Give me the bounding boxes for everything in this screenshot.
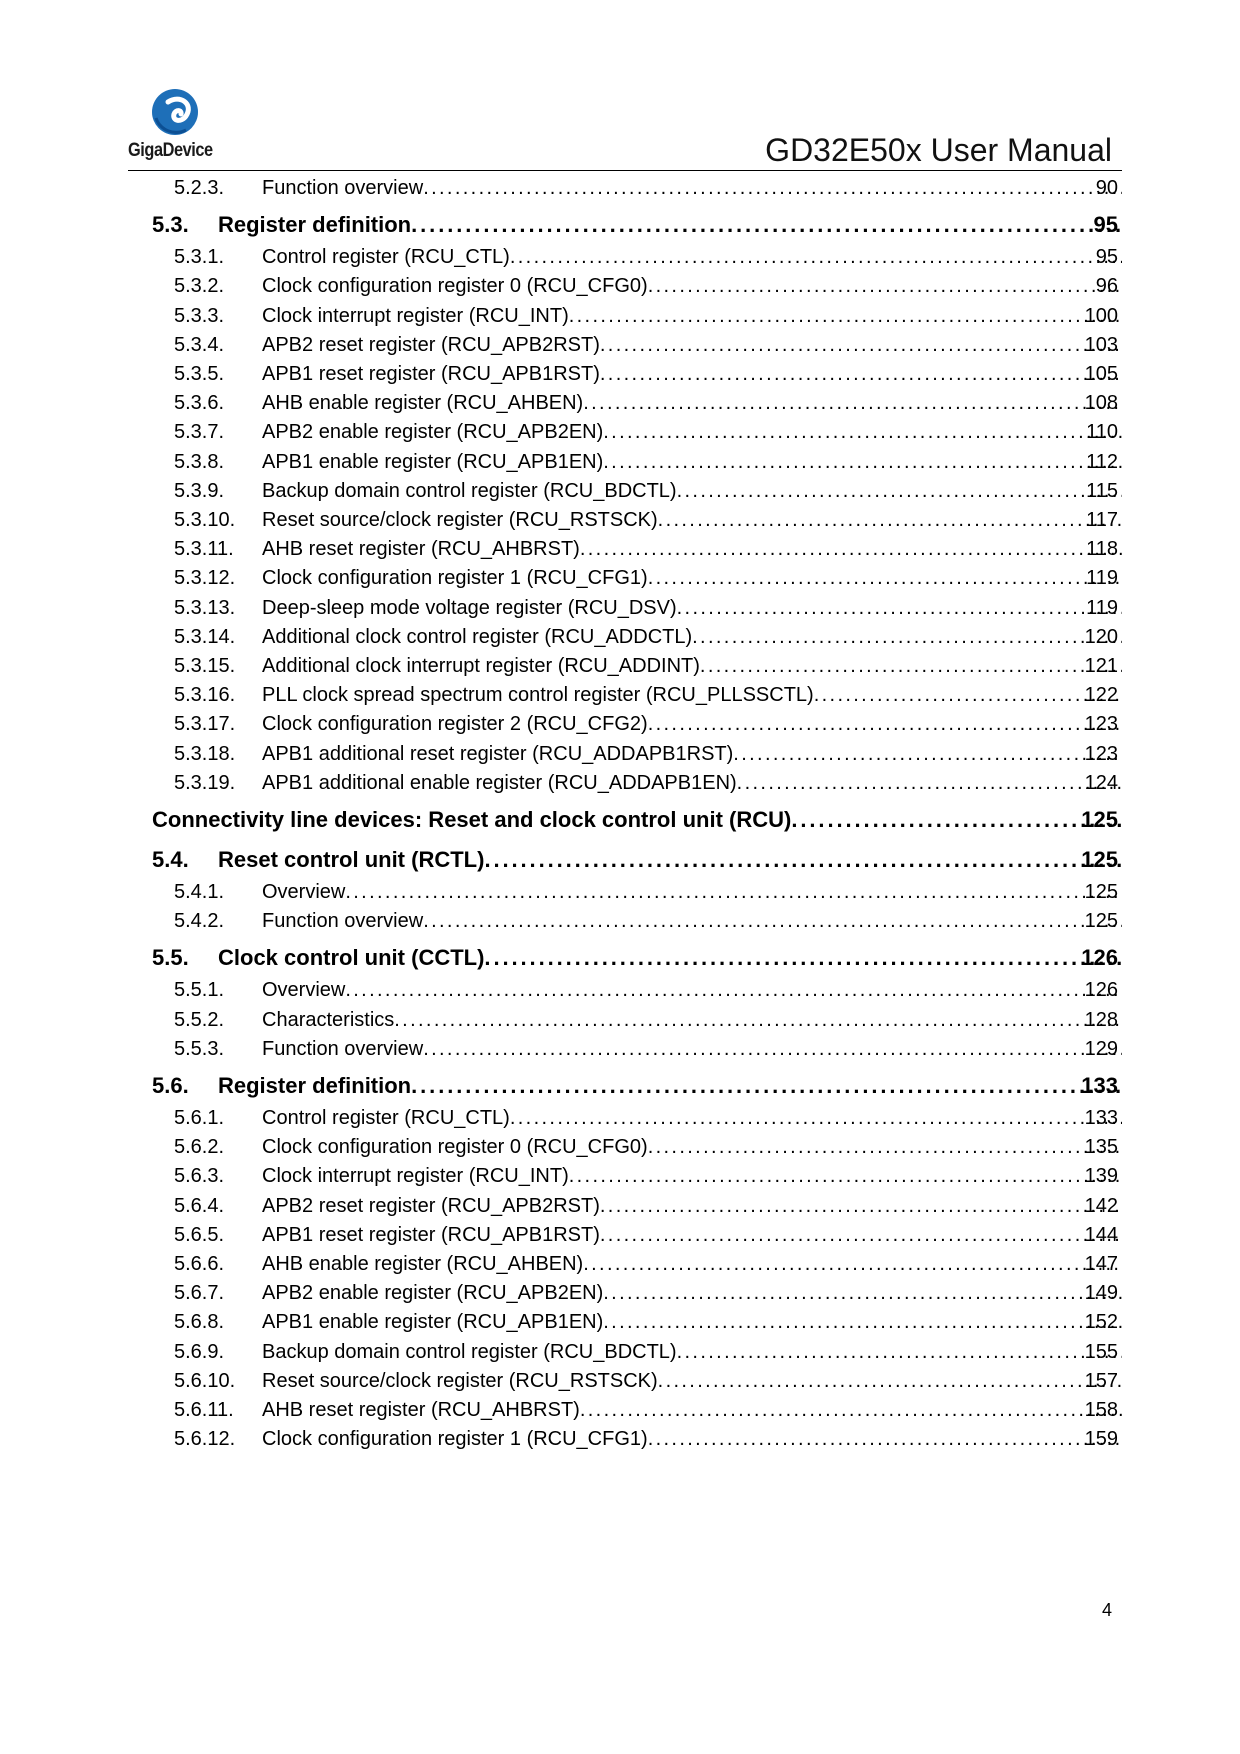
toc-entry-page: 125 [1084,881,1118,903]
toc-dot-leader [603,1306,1122,1338]
toc-entry-page: 142 [1084,1194,1118,1217]
toc-entry-number: 5.2.3. [174,177,225,199]
toc-dot-leader [677,1336,1122,1368]
toc-entry[interactable] [0,1306,1240,1338]
toc-entry[interactable] [0,679,1240,711]
toc-dot-leader [345,974,1122,1006]
toc-entry-title-wrap [262,446,1122,478]
toc-entry-title: Backup domain control register (RCU_BDCTL) [262,1340,677,1363]
toc-entry-title-wrap [152,804,1122,836]
toc-entry-title: Register definition [218,212,412,238]
toc-entry-page: 119 [1086,567,1118,590]
toc-dot-leader [648,1131,1122,1163]
gigadevice-logo [128,84,238,164]
toc-entry-page: 159 [1084,1428,1118,1451]
toc-entry-title-wrap [262,1033,1122,1065]
toc-dot-leader [411,1070,1122,1102]
toc-entry-page: 126 [1081,945,1118,971]
toc-entry[interactable] [0,446,1240,478]
toc-entry-title: Register definition [218,1073,412,1098]
toc-entry-page: 129 [1084,1037,1118,1060]
toc-entry-title-wrap [262,270,1122,302]
toc-entry-page: 123 [1084,742,1118,765]
toc-entry-title-wrap [218,1070,1122,1102]
gigadevice-logo-icon [150,88,202,138]
toc-dot-leader [345,876,1122,908]
toc-entry[interactable] [0,767,1240,799]
toc-entry-title-wrap [262,738,1122,770]
toc-entry-number: 5.3.8. [174,450,225,473]
toc-entry-page: 158 [1084,1399,1118,1421]
toc-entry-number: 5.4.2. [174,910,225,933]
toc-entry-page: 128 [1084,1008,1118,1031]
toc-dot-leader [411,209,1122,241]
toc-entry-title: APB2 enable register (RCU_APB2EN) [262,1282,604,1305]
toc-dot-leader [677,475,1122,507]
toc-entry-page: 125 [1084,910,1118,933]
toc-entry-number: 5.6.7. [174,1282,225,1305]
toc-entry[interactable] [0,1160,1240,1192]
toc-entry-number: 5.3.2. [174,275,225,298]
toc-entry[interactable] [0,1131,1240,1163]
toc-entry-title: Additional clock control register (RCU_ADDCTL) [262,625,693,648]
toc-entry[interactable] [0,270,1240,302]
toc-entry-page: 120 [1084,625,1118,648]
toc-entry-number: 5.4.1. [174,881,225,903]
toc-entry-number: 5.6.1. [174,1107,225,1129]
toc-entry[interactable] [0,592,1240,624]
toc-entry-number: 5.5.1. [174,979,225,1002]
toc-entry[interactable] [0,300,1240,332]
toc-entry-number: 5.3.16. [174,684,236,707]
toc-entry-title: Backup domain control register (RCU_BDCTL) [262,479,677,502]
toc-entry-title: APB2 enable register (RCU_APB2EN) [262,421,604,444]
toc-entry-title-wrap [262,1306,1122,1338]
toc-entry-page: 126 [1084,979,1118,1002]
toc-entry-title-wrap [218,209,1122,241]
toc-entry-number: 5.3.10. [174,509,236,531]
toc-entry-number: 5.6.9. [174,1340,225,1363]
toc-dot-leader [648,270,1122,302]
toc-entry[interactable] [0,650,1240,682]
toc-entry-number: 5.3.5. [174,363,225,385]
toc-entry-page: 125 [1081,847,1118,872]
toc-entry[interactable] [0,387,1240,419]
toc-entry-title: Clock control unit (CCTL) [218,945,485,971]
toc-entry-title-wrap [262,241,1122,273]
toc-entry-page: 157 [1084,1369,1118,1392]
toc-dot-leader [580,1394,1122,1426]
toc-dot-leader [600,1219,1122,1251]
toc-entry-title: AHB reset register (RCU_AHBRST) [262,538,580,561]
toc-entry-title: AHB enable register (RCU_AHBEN) [262,1253,584,1275]
toc-section-entry[interactable] [0,209,1240,241]
toc-entry[interactable] [0,1033,1240,1065]
toc-section-entry[interactable] [0,1070,1240,1102]
toc-entry-title: Function overview [262,1037,424,1060]
toc-entry-title: APB2 reset register (RCU_APB2RST) [262,1194,600,1217]
toc-entry-number: 5.3.17. [174,713,236,736]
toc-entry[interactable] [0,708,1240,740]
toc-entry-title: Overview [262,979,346,1002]
toc-entry-number: 5.6. [152,1073,189,1098]
toc-entry[interactable] [0,876,1240,908]
toc-entry-page: 155 [1084,1340,1118,1363]
toc-entry-number: 5.3.7. [174,421,225,444]
toc-dot-leader [510,1102,1122,1134]
toc-entry-page: 139 [1084,1165,1118,1188]
toc-entry-title: Reset control unit (RCTL) [218,847,485,872]
toc-entry-page: 118 [1086,538,1118,561]
toc-entry-page: 90 [1095,177,1118,199]
toc-dot-leader [569,1160,1122,1192]
toc-dot-leader [510,241,1122,273]
toc-entry-title: Function overview [262,177,424,199]
toc-entry-number: 5.6.11. [174,1399,234,1421]
toc-entry-page: 112 [1086,450,1118,473]
toc-entry-page: 119 [1086,596,1118,619]
toc-entry[interactable] [0,1102,1240,1134]
toc-entry-title-wrap [262,329,1122,361]
toc-entry-title-wrap [262,1277,1122,1309]
toc-entry[interactable] [0,504,1240,536]
toc-dot-leader [658,1365,1122,1397]
toc-entry[interactable] [0,1004,1240,1036]
toc-entry-title-wrap [218,844,1122,876]
toc-entry-title-wrap [262,767,1122,799]
toc-entry[interactable] [0,1248,1240,1280]
toc-dot-leader [603,416,1122,448]
toc-entry-number: 5.3.3. [174,304,225,327]
toc-dot-leader [658,504,1122,536]
toc-dot-leader [569,300,1122,332]
toc-dot-leader [603,446,1122,478]
toc-entry-number: 5.3.18. [174,742,236,765]
toc-entry[interactable] [0,1365,1240,1397]
toc-entry-title-wrap [262,1365,1122,1397]
toc-entry-page: 105 [1084,363,1118,385]
toc-entry[interactable] [0,533,1240,565]
toc-dot-leader [600,1190,1122,1222]
toc-entry-number: 5.3.9. [174,479,225,502]
toc-entry-title: AHB reset register (RCU_AHBRST) [262,1399,580,1421]
toc-entry-number: 5.6.3. [174,1165,225,1188]
toc-entry-title: APB1 reset register (RCU_APB1RST) [262,363,600,385]
header-divider [128,170,1122,171]
toc-dot-leader [648,562,1122,594]
toc-entry-title-wrap [262,1102,1122,1134]
toc-entry-number: 5.6.2. [174,1136,225,1159]
toc-entry-title: Additional clock interrupt register (RCU_ADDINT) [262,655,700,677]
toc-dot-leader [394,1004,1122,1036]
toc-entry-title: Clock configuration register 0 (RCU_CFG0) [262,1136,648,1159]
toc-entry-title-wrap [262,504,1122,536]
toc-entry-page: 152 [1084,1311,1118,1334]
toc-entry-number: 5.3. [152,212,189,238]
document-title: GD32E50x User Manual [765,132,1112,168]
toc-entry-page: 100 [1084,304,1118,327]
page-number: 4 [1101,1600,1112,1620]
toc-entry-title-wrap [262,387,1122,419]
toc-dot-leader [580,533,1122,565]
toc-entry-page: 124 [1084,771,1118,794]
toc-entry-title: APB1 enable register (RCU_APB1EN) [262,1311,604,1334]
toc-entry-page: 117 [1086,509,1118,531]
toc-entry-title-wrap [262,679,1122,711]
toc-entry-page: 96 [1095,275,1118,298]
toc-entry-title-wrap [262,1423,1122,1455]
toc-entry-title-wrap [262,1248,1122,1280]
toc-entry-page: 110 [1086,421,1118,444]
toc-entry-title-wrap [262,1394,1122,1426]
toc-entry-title: Clock interrupt register (RCU_INT) [262,304,569,327]
toc-entry[interactable] [0,172,1240,204]
toc-entry[interactable] [0,621,1240,653]
toc-entry-title: APB1 reset register (RCU_APB1RST) [262,1223,600,1246]
toc-entry-page: 133 [1081,1073,1118,1098]
toc-dot-leader [484,844,1122,876]
toc-entry-title: Function overview [262,910,424,933]
toc-entry[interactable] [0,416,1240,448]
toc-dot-leader [423,905,1122,937]
toc-dot-leader [600,358,1122,390]
toc-entry-page: 95 [1093,212,1118,238]
toc-entry-page: 125 [1081,807,1118,832]
toc-dot-leader [603,1277,1122,1309]
toc-entry-number: 5.3.12. [174,567,236,590]
toc-entry-title-wrap [262,1004,1122,1036]
toc-entry[interactable] [0,1394,1240,1426]
toc-entry[interactable] [0,1336,1240,1368]
toc-entry-number: 5.6.10. [174,1369,236,1392]
toc-entry-number: 5.3.6. [174,392,225,415]
toc-entry-title: Control register (RCU_CTL) [262,246,510,269]
toc-entry-page: 147 [1084,1253,1118,1275]
toc-entry-number: 5.3.15. [174,655,236,677]
toc-entry[interactable] [0,475,1240,507]
toc-entry-page: 149 [1084,1282,1118,1305]
toc-entry-title: Connectivity line devices: Reset and clock control unit (RCU) [152,807,792,832]
toc-entry-title-wrap [262,905,1122,937]
toc-entry-number: 5.5.3. [174,1037,225,1060]
toc-entry-page: 121 [1084,655,1118,677]
toc-entry-title-wrap [262,533,1122,565]
toc-entry-page: 123 [1084,713,1118,736]
toc-dot-leader [600,329,1122,361]
toc-entry-title: Clock configuration register 1 (RCU_CFG1) [262,567,648,590]
toc-entry-number: 5.6.5. [174,1223,225,1246]
toc-entry[interactable] [0,329,1240,361]
toc-entry-title-wrap [262,1336,1122,1368]
toc-dot-leader [423,172,1122,204]
toc-entry-title-wrap [262,475,1122,507]
toc-entry-page: 135 [1084,1136,1118,1159]
toc-entry[interactable] [0,562,1240,594]
toc-entry-title-wrap [262,562,1122,594]
toc-entry[interactable] [0,974,1240,1006]
toc-entry-title-wrap [262,592,1122,624]
toc-entry-title: Clock configuration register 1 (RCU_CFG1) [262,1428,648,1451]
toc-entry-number: 5.3.13. [174,596,236,619]
toc-entry-title: Control register (RCU_CTL) [262,1107,510,1129]
toc-entry-page: 115 [1086,479,1118,502]
toc-entry-number: 5.3.19. [174,771,236,794]
toc-entry-number: 5.4. [152,847,189,872]
toc-entry[interactable] [0,1423,1240,1455]
toc-entry-title: Reset source/clock register (RCU_RSTSCK) [262,509,658,531]
page-header [128,84,1122,172]
toc-entry-page: 144 [1084,1223,1118,1246]
toc-dot-leader [648,708,1122,740]
toc-section-entry[interactable] [0,942,1240,974]
toc-entry-title: Clock configuration register 2 (RCU_CFG2) [262,713,648,736]
toc-entry-title: Clock interrupt register (RCU_INT) [262,1165,569,1188]
toc-entry-number: 5.3.11. [174,538,234,561]
toc-entry-title-wrap [262,876,1122,908]
toc-entry-number: 5.5. [152,945,189,971]
toc-dot-leader [583,387,1122,419]
toc-entry[interactable] [0,1219,1240,1251]
toc-dot-leader [583,1248,1122,1280]
toc-entry-title: Overview [262,881,346,903]
toc-entry-title: APB1 enable register (RCU_APB1EN) [262,450,604,473]
toc-entry-number: 5.6.6. [174,1253,225,1275]
toc-entry-title: AHB enable register (RCU_AHBEN) [262,392,584,415]
toc-entry-title: PLL clock spread spectrum control register (RCU_PLLSSCTL) [262,684,814,707]
toc-entry-title: APB1 additional enable register (RCU_ADDAPB1EN) [262,771,737,794]
toc-entry-title-wrap [262,1190,1122,1222]
toc-entry-number: 5.5.2. [174,1008,225,1031]
toc-entry[interactable] [0,738,1240,770]
toc-entry-title-wrap [262,358,1122,390]
toc-section-entry[interactable] [0,844,1240,876]
toc-dot-leader [423,1033,1122,1065]
toc-entry[interactable] [0,1190,1240,1222]
toc-entry-page: 108 [1084,392,1118,415]
toc-entry[interactable] [0,241,1240,273]
toc-dot-leader [484,942,1122,974]
toc-entry-title: APB1 additional reset register (RCU_ADDAPB1RST) [262,742,734,765]
toc-entry-number: 5.6.8. [174,1311,225,1334]
toc-entry-title-wrap [262,1160,1122,1192]
toc-entry-title-wrap [262,300,1122,332]
toc-entry-title-wrap [218,942,1122,974]
toc-entry-page: 133 [1084,1107,1118,1129]
toc-entry-title-wrap [262,650,1122,682]
toc-entry-page: 103 [1084,333,1118,356]
toc-entry-title: Reset source/clock register (RCU_RSTSCK) [262,1369,658,1392]
toc-entry[interactable] [0,358,1240,390]
toc-entry-title: Clock configuration register 0 (RCU_CFG0) [262,275,648,298]
toc-entry-title-wrap [262,1131,1122,1163]
logo-text: GigaDevice [128,140,213,161]
toc-entry-title: Characteristics [262,1008,395,1031]
toc-entry[interactable] [0,1277,1240,1309]
toc-entry-title-wrap [262,172,1122,204]
toc-dot-leader [677,592,1122,624]
toc-entry[interactable] [0,905,1240,937]
toc-entry-page: 95 [1095,246,1118,269]
toc-section-entry[interactable] [0,804,1240,836]
toc-entry-title-wrap [262,974,1122,1006]
toc-entry-title: Deep-sleep mode voltage register (RCU_DSV) [262,596,677,619]
toc-entry-number: 5.6.4. [174,1194,225,1217]
toc-entry-title: APB2 reset register (RCU_APB2RST) [262,333,600,356]
toc-entry-page: 122 [1084,684,1118,707]
toc-entry-number: 5.6.12. [174,1428,236,1451]
toc-entry-title-wrap [262,708,1122,740]
toc-entry-title-wrap [262,1219,1122,1251]
toc-entry-title-wrap [262,621,1122,653]
toc-entry-number: 5.3.4. [174,333,225,356]
toc-entry-title-wrap [262,416,1122,448]
toc-entry-number: 5.3.14. [174,625,236,648]
toc-entry-number: 5.3.1. [174,246,225,269]
toc-dot-leader [648,1423,1122,1455]
